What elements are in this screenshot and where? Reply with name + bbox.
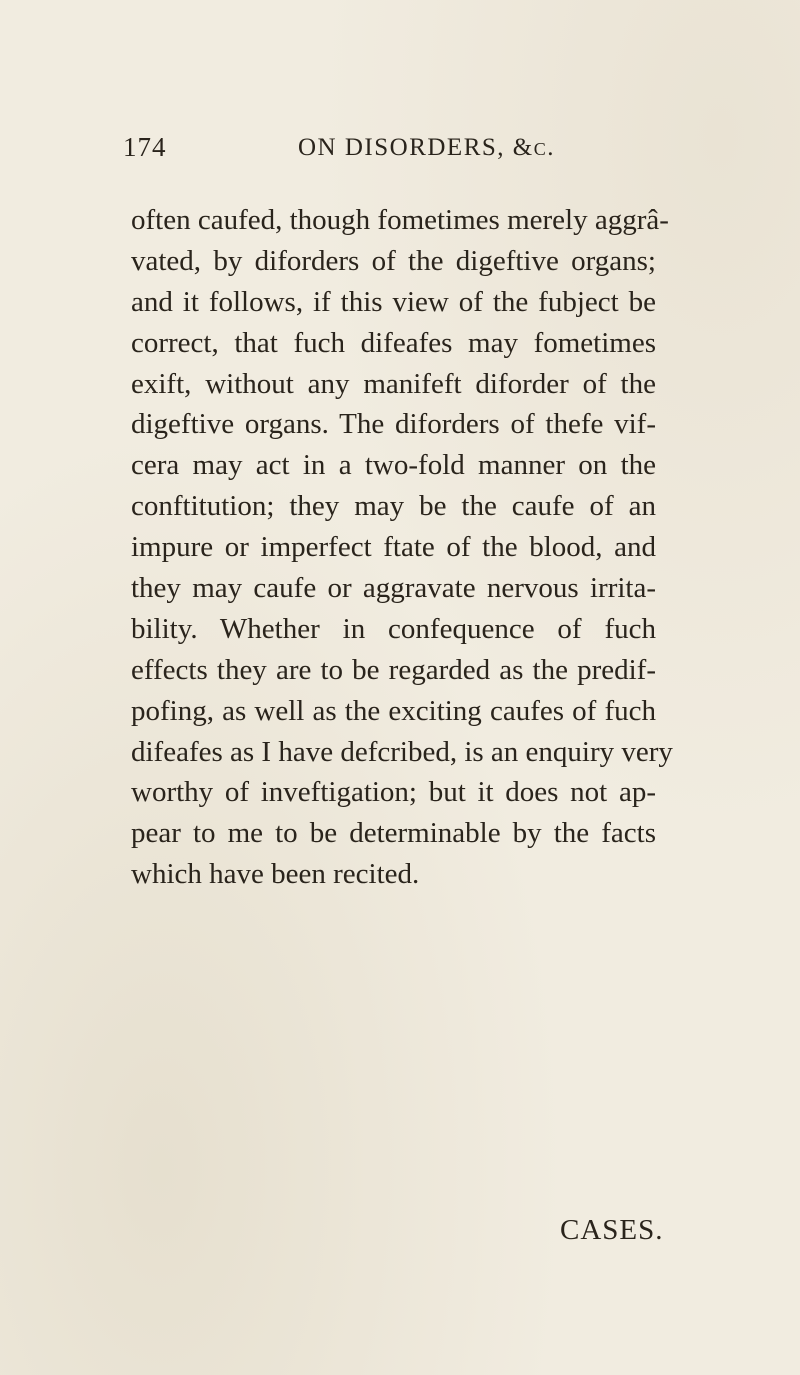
text-line: pofing, as well as the exciting caufes of fuch (131, 694, 656, 727)
text-line: vated, by diforders of the digeftive organs; (131, 244, 656, 277)
text-line: often caufed, though fometimes merely aggrâ- (131, 204, 669, 236)
text-line: exift, without any manifeft diforder of the (131, 367, 656, 400)
text-line: and it follows, if this view of the fubject be (131, 285, 656, 318)
running-head (123, 132, 643, 168)
text-line: correct, that fuch difeafes may fometimes (131, 326, 656, 359)
page-number: 174 (123, 132, 167, 162)
text-line: cera may act in a two-fold manner on the (131, 449, 656, 482)
text-line: conftitution; they may be the caufe of an (131, 490, 656, 523)
text-line: which have been recited. (131, 858, 420, 891)
text-line: impure or imperfect ftate of the blood, and (131, 531, 656, 564)
text-line: digeftive organs. The diforders of thefe vif- (131, 408, 656, 441)
text-line: difeafes as I have defcribed, is an enquiry very (131, 735, 673, 768)
text-line: they may caufe or aggravate nervous irrita- (131, 572, 656, 605)
text-line: bility. Whether in confequence of fuch (131, 612, 656, 645)
text-line: worthy of inveftigation; but it does not ap- (131, 776, 656, 809)
catchword: CASES. (560, 1214, 664, 1246)
body-text (131, 200, 673, 895)
running-title: ON DISORDERS, &c. (298, 134, 555, 161)
text-line: pear to me to be determinable by the facts (131, 817, 656, 850)
text-line: effects they are to be regarded as the predif- (131, 653, 656, 686)
